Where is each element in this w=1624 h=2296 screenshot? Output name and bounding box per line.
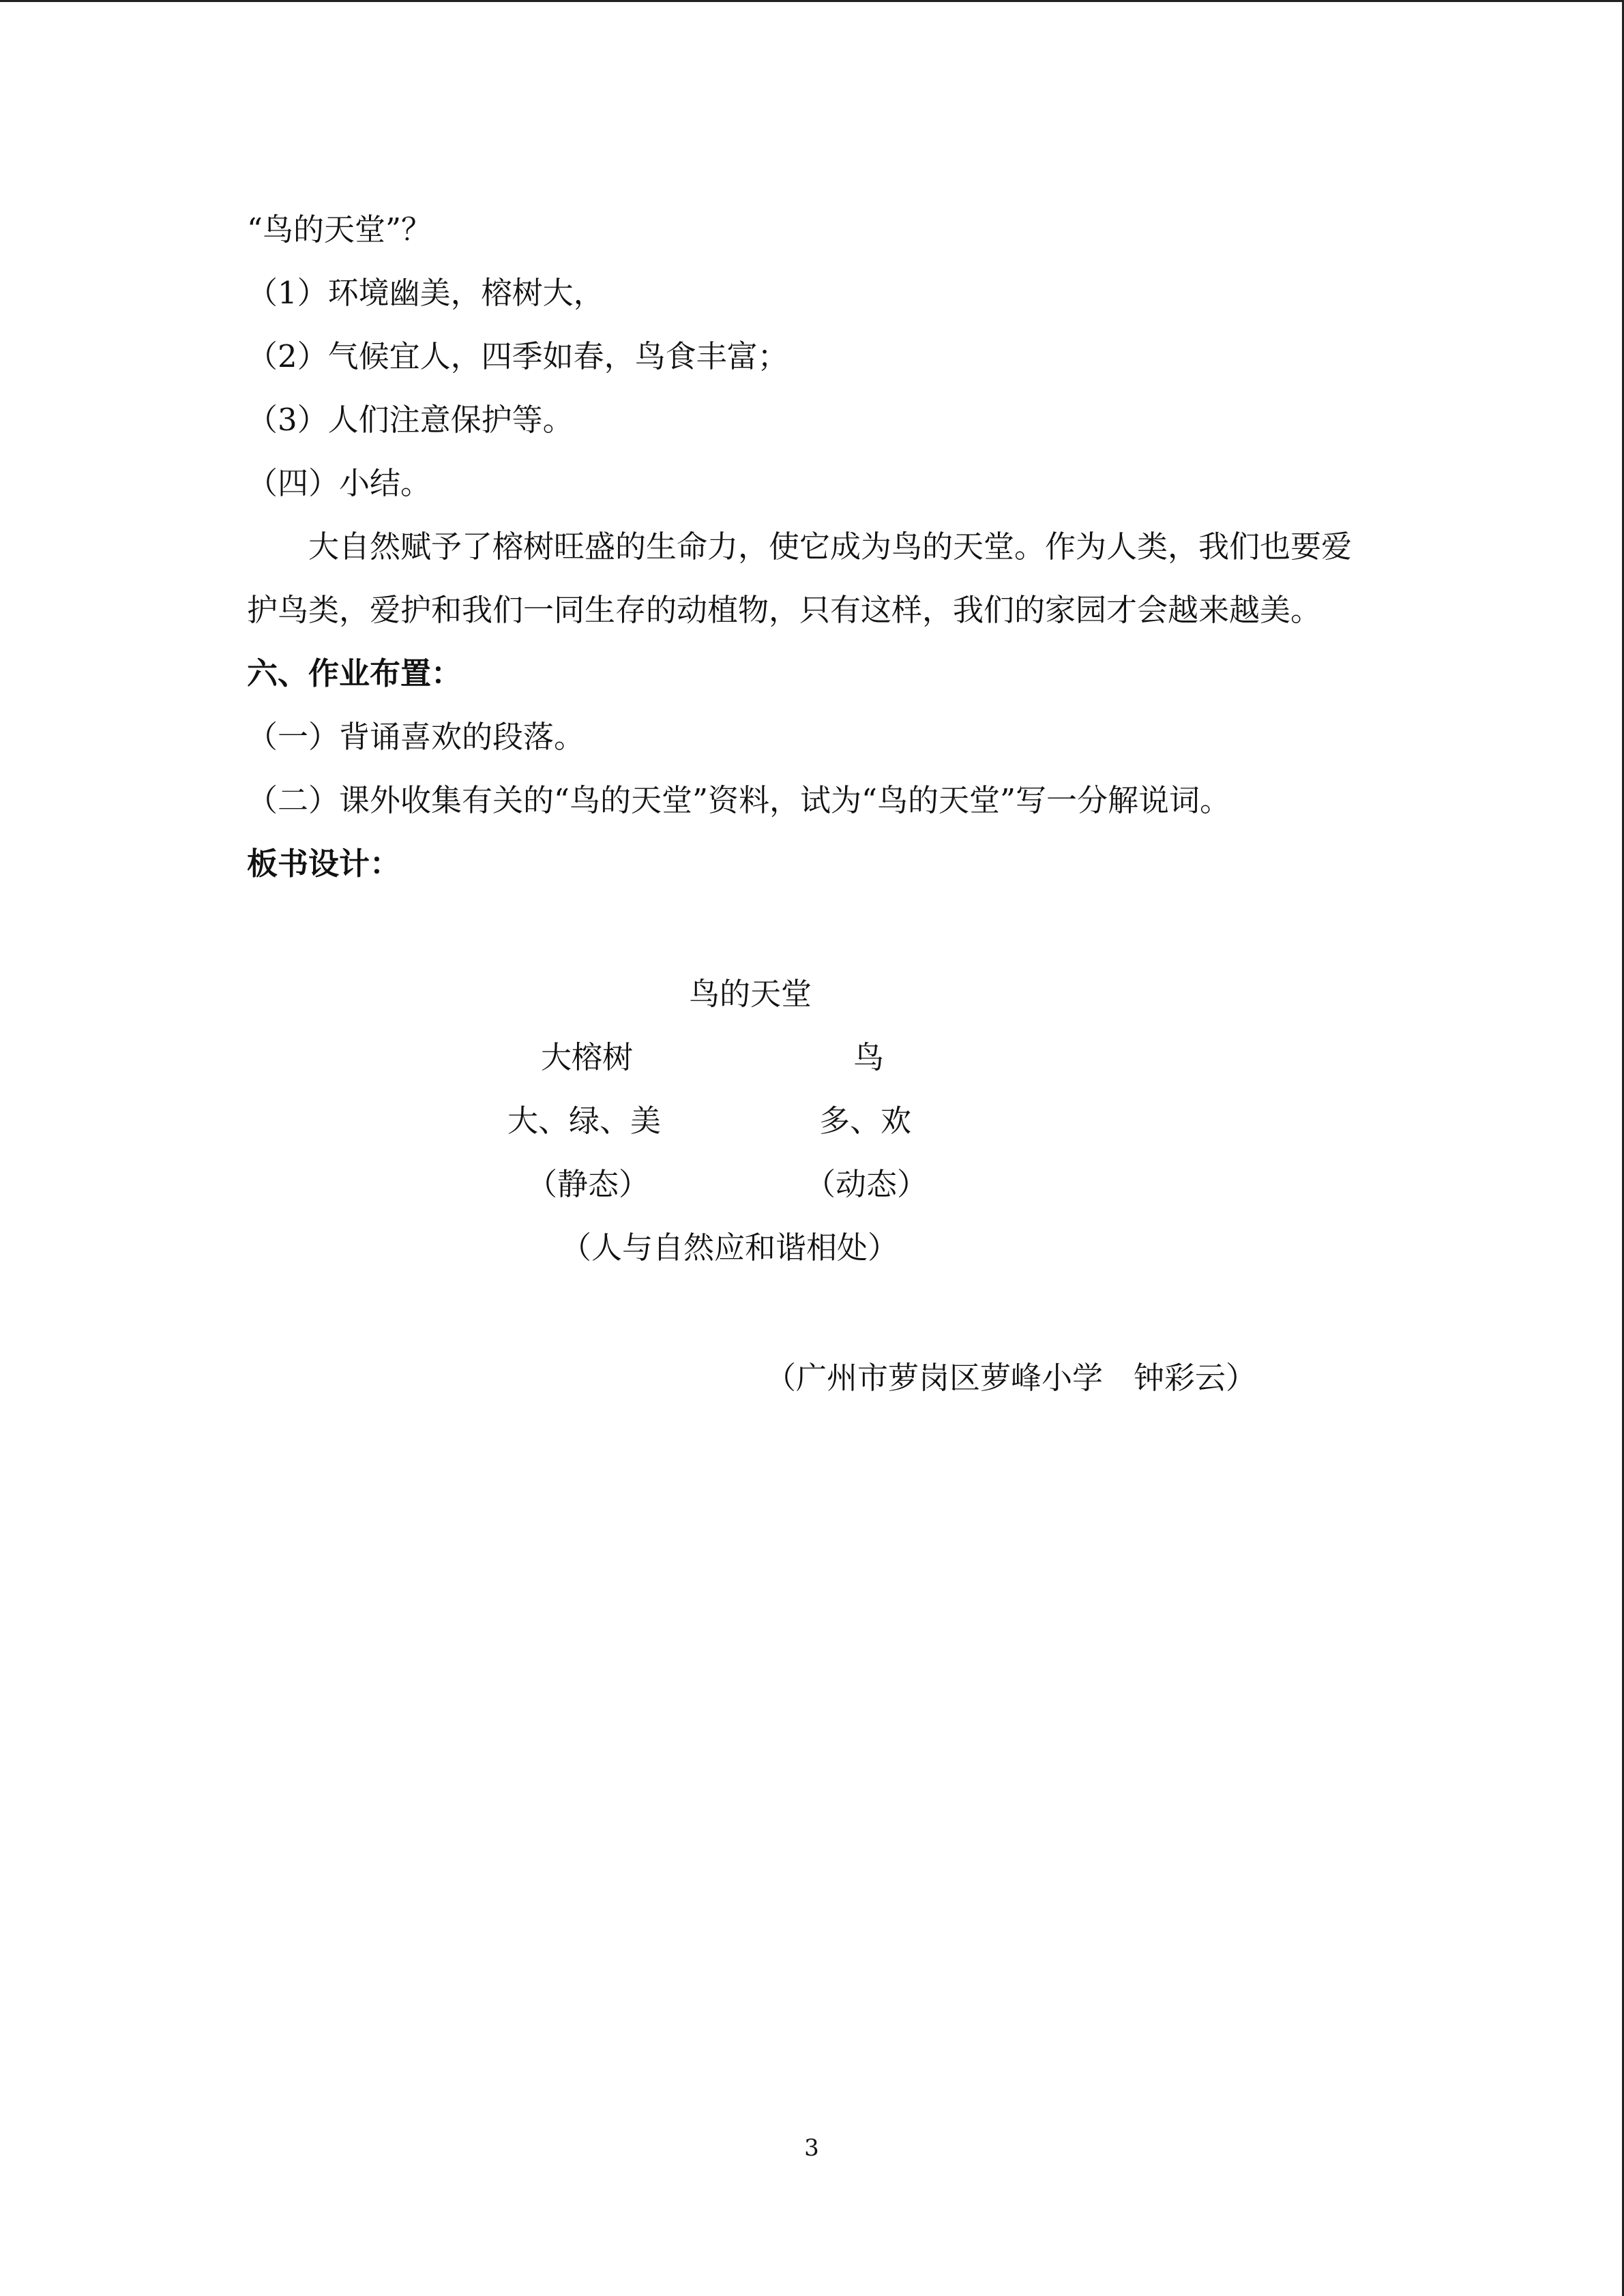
board-left-desc: 大、绿、美 bbox=[507, 1103, 662, 1139]
homework-item-1: （一）背诵喜欢的段落。 bbox=[247, 719, 585, 755]
board-right-head: 鸟 bbox=[853, 1039, 885, 1075]
page-number: 3 bbox=[804, 2134, 819, 2162]
author-credit: （广州市萝岗区萝峰小学 钟彩云） bbox=[765, 1360, 1257, 1396]
board-design-heading: 板书设计： bbox=[247, 846, 401, 882]
question-line: “鸟的天堂”？ bbox=[247, 211, 432, 248]
board-title: 鸟的天堂 bbox=[689, 976, 812, 1012]
board-summary: （人与自然应和谐相处） bbox=[561, 1229, 899, 1266]
summary-paragraph: 大自然赋予了榕树旺盛的生命力，使它成为鸟的天堂。作为人类，我们也要爱护鸟类，爱护和我们一同生存的动植物，只有这样，我们的家园才会越来越美。 bbox=[247, 528, 1353, 628]
board-right-state: （动态） bbox=[805, 1166, 928, 1202]
board-right-desc: 多、欢 bbox=[819, 1103, 912, 1139]
summary-heading: （四）小结。 bbox=[247, 465, 432, 501]
homework-item-2: （二）课外收集有关的“鸟的天堂”资料，试为“鸟的天堂”写一分解说词。 bbox=[247, 782, 1231, 818]
reason-2: （2）气候宜人，四季如春，鸟食丰富； bbox=[247, 338, 788, 374]
reason-3: （3）人们注意保护等。 bbox=[247, 402, 574, 438]
reason-1: （1）环境幽美，榕树大， bbox=[247, 275, 604, 311]
board-left-state: （静态） bbox=[527, 1166, 650, 1202]
board-left-head: 大榕树 bbox=[541, 1039, 634, 1075]
homework-heading: 六、作业布置： bbox=[247, 655, 462, 691]
